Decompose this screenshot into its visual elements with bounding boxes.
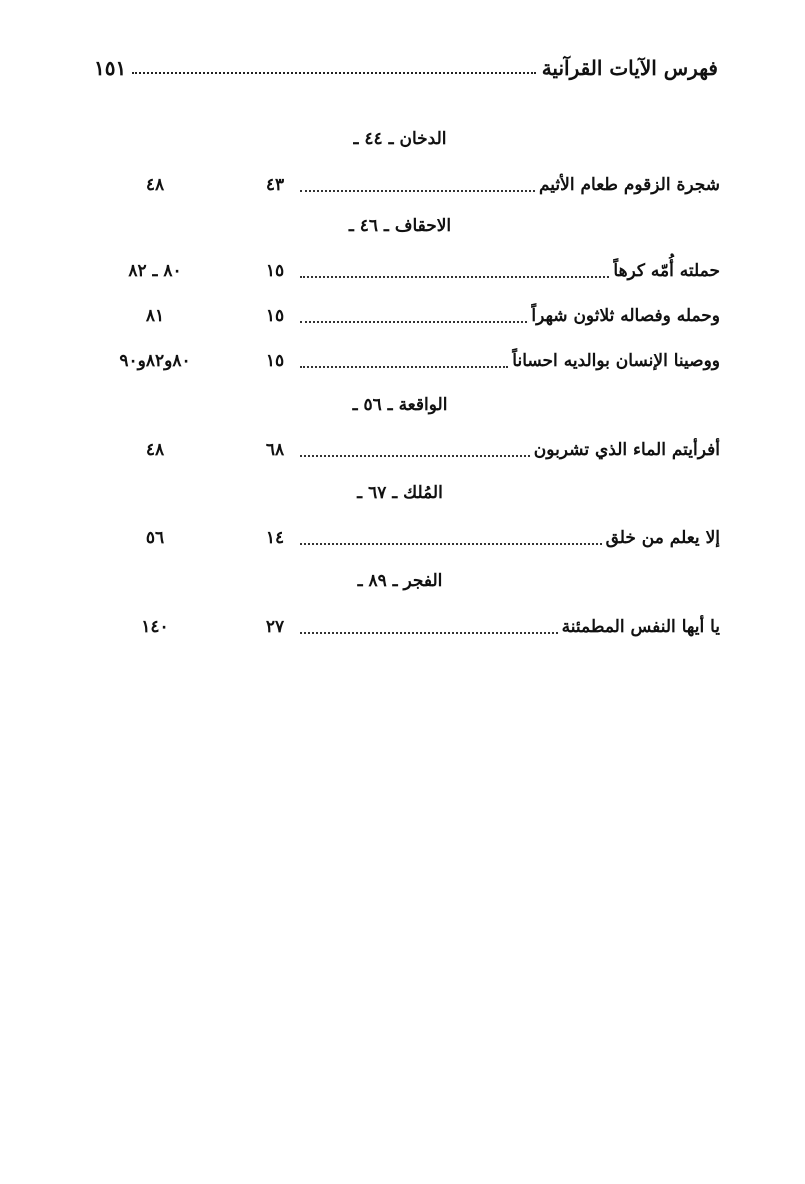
verse-text: يا أيها النفس المطمئنة — [561, 617, 720, 637]
verse-text: إلا يعلم من خلق — [605, 528, 720, 548]
dot-leader — [300, 276, 609, 278]
dot-leader — [300, 190, 535, 192]
page-reference: ١٤٠ — [141, 617, 169, 637]
ayah-number: ١٥ — [265, 351, 285, 371]
running-header — [94, 50, 718, 86]
page-reference: ٤٨ — [145, 440, 165, 460]
section-title: الاحقاف ـ ٤٦ ـ — [348, 216, 452, 236]
verse-text: شجرة الزقوم طعام الأثيم — [538, 175, 720, 195]
index-row — [100, 301, 720, 331]
ayah-number: ١٤ — [265, 528, 285, 548]
index-row — [100, 612, 720, 642]
index-row — [100, 523, 720, 553]
section-title: الفجر ـ ٨٩ ـ — [357, 571, 443, 591]
verse-text: حملته أُمّه كرهاً — [613, 261, 720, 281]
dot-leader — [300, 455, 530, 457]
dot-leader — [300, 543, 602, 545]
ayah-number: ١٥ — [265, 261, 285, 281]
index-row — [100, 435, 720, 465]
verse-text: ووصينا الإنسان بوالديه احساناً — [512, 351, 720, 371]
verse-text: وحمله وفصاله ثلاثون شهراً — [531, 306, 720, 326]
page-reference: ٥٦ — [145, 528, 165, 548]
page-reference: ٤٨ — [145, 175, 165, 195]
dot-leader — [300, 366, 508, 368]
page-reference: ٨١ — [145, 306, 165, 326]
page-reference: ٨٠و٨٢و٩٠ — [119, 351, 191, 371]
index-row — [100, 170, 720, 200]
header-page-number: ١٥١ — [94, 56, 127, 80]
index-row — [100, 256, 720, 286]
ayah-number: ١٥ — [265, 306, 285, 326]
verse-text: أفرأيتم الماء الذي تشربون — [533, 440, 720, 460]
header-dot-leader — [132, 72, 535, 74]
section-title: الدخان ـ ٤٤ ـ — [353, 129, 447, 149]
header-title: فهرس الآيات القرآنية — [541, 56, 718, 80]
dot-leader — [300, 632, 558, 634]
section-title: الواقعة ـ ٥٦ ـ — [352, 395, 448, 415]
ayah-number: ٢٧ — [265, 617, 285, 637]
index-row — [100, 346, 720, 376]
page-reference: ٨٠ ـ ٨٢ — [128, 261, 182, 281]
section-title: المُلك ـ ٦٧ ـ — [357, 483, 443, 503]
ayah-number: ٤٣ — [265, 175, 285, 195]
dot-leader — [300, 321, 527, 323]
ayah-number: ٦٨ — [265, 440, 285, 460]
